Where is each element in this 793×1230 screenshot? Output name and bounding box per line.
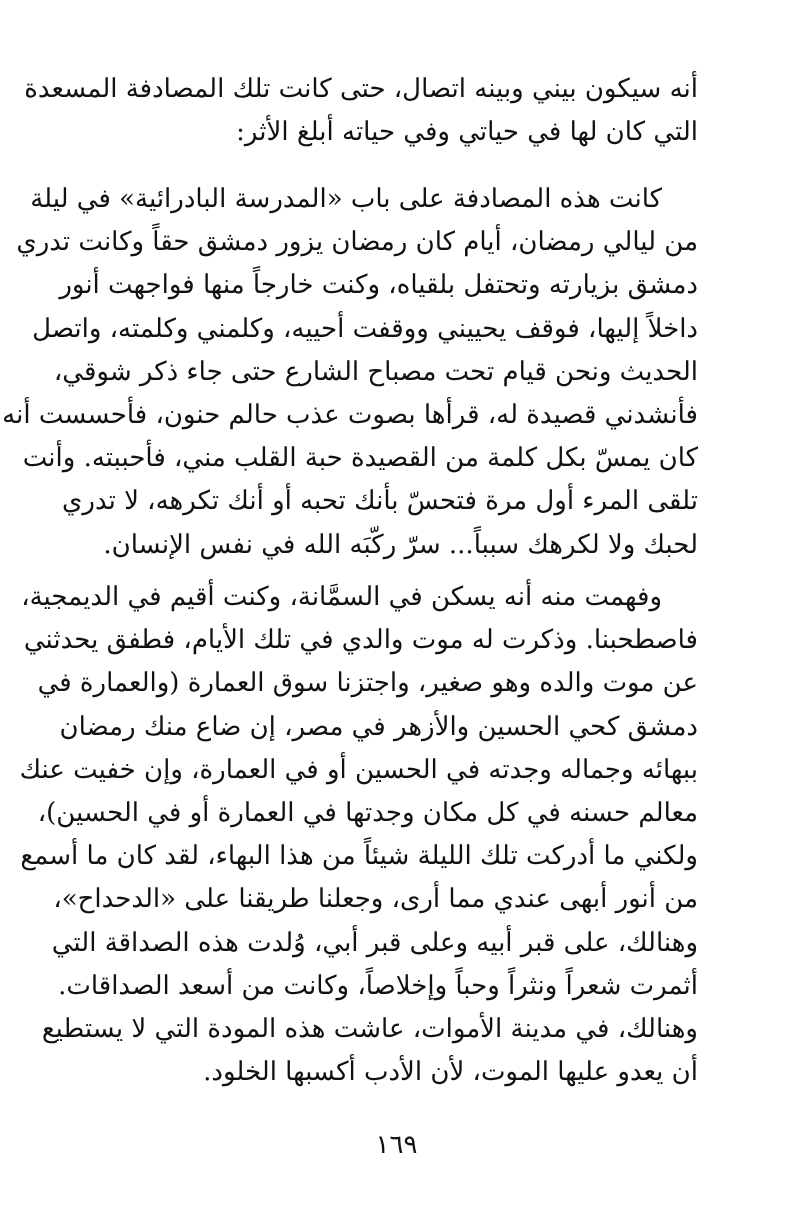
paragraph-line: من أنور أبهى عندي مما أرى، وجعلنا طريقنا على «الدحداح»،	[53, 884, 698, 915]
page-number: ١٦٩	[375, 1130, 418, 1160]
paragraph-line: وفهمت منه أنه يسكن في السمَّانة، وكنت أقيم في الديمجية،	[21, 582, 662, 612]
paragraph-line: أن يعدو عليها الموت، لأن الأدب أكسبها الخلود.	[203, 1057, 698, 1088]
paragraph-line: الحديث ونحن قيام تحت مصباح الشارع حتى جاء ذكر شوقي،	[53, 356, 698, 387]
paragraph-line: تلقى المرء أول مرة فتحسّ بأنك تحبه أو أنك تكرهه، لا تدري	[62, 486, 698, 517]
paragraph-line: أثمرت شعراً ونثراً وحباً وإخلاصاً، وكانت من أسعد الصداقات.	[58, 970, 698, 1001]
paragraph-line: دمشق بزيارته وتحتفل بلقياه، وكنت خارجاً منها فواجهت أنور	[59, 270, 698, 301]
paragraph-1	[24, 68, 698, 154]
paragraph-line: ببهائه وجماله وجدته في الحسين أو في العمارة، وإن خفيت عنك	[19, 754, 698, 785]
paragraph-line: ولكني ما أدركت تلك الليلة شيئاً من هذا البهاء، لقد كان ما أسمع	[20, 841, 698, 872]
paragraph-line: أنه سيكون بيني وبينه اتصال، حتى كانت تلك المصادفة المسعدة	[24, 74, 698, 104]
paragraph-line: فاصطحبنا. وذكرت له موت والدي في تلك الأيام، فطفق يحدثني	[23, 625, 698, 656]
paragraph-line: التي كان لها في حياتي وفي حياته أبلغ الأثر:	[236, 117, 698, 148]
paragraph-line: كانت هذه المصادفة على باب «المدرسة البادرائية» في ليلة	[30, 184, 662, 214]
paragraph-line: دمشق كحي الحسين والأزهر في مصر، إن ضاع منك رمضان	[59, 711, 698, 742]
paragraph-line: من ليالي رمضان، أيام كان رمضان يزور دمشق حقاً وكانت تدري	[16, 227, 698, 258]
paragraph-line: فأنشدني قصيدة له، قرأها بصوت عذب حالم حنون، فأحسست أنه	[2, 400, 698, 431]
paragraph-2	[2, 178, 698, 567]
paragraph-line: لحبك ولا لكرهك سبباً... سرّ ركّبَه الله في نفس الإنسان.	[103, 529, 698, 560]
paragraph-line: كان يمسّ بكل كلمة من القصيدة حبة القلب مني، فأحببته. وأنت	[22, 443, 698, 474]
paragraph-line: داخلاً إليها، فوقف يحييني ووقفت أحييه، وكلمني وكلمته، واتصل	[32, 313, 698, 344]
paragraph-3	[19, 576, 698, 1094]
paragraph-line: وهنالك، على قبر أبيه وعلى قبر أبي، وُلدت هذه الصداقة التي	[51, 927, 698, 958]
paragraph-line: عن موت والده وهو صغير، واجتزنا سوق العمارة (والعمارة في	[37, 668, 698, 699]
paragraph-line: معالم حسنه في كل مكان وجدتها في العمارة أو في الحسين)،	[37, 798, 698, 829]
paragraph-line: وهنالك، في مدينة الأموات، عاشت هذه المودة التي لا يستطيع	[41, 1014, 698, 1045]
